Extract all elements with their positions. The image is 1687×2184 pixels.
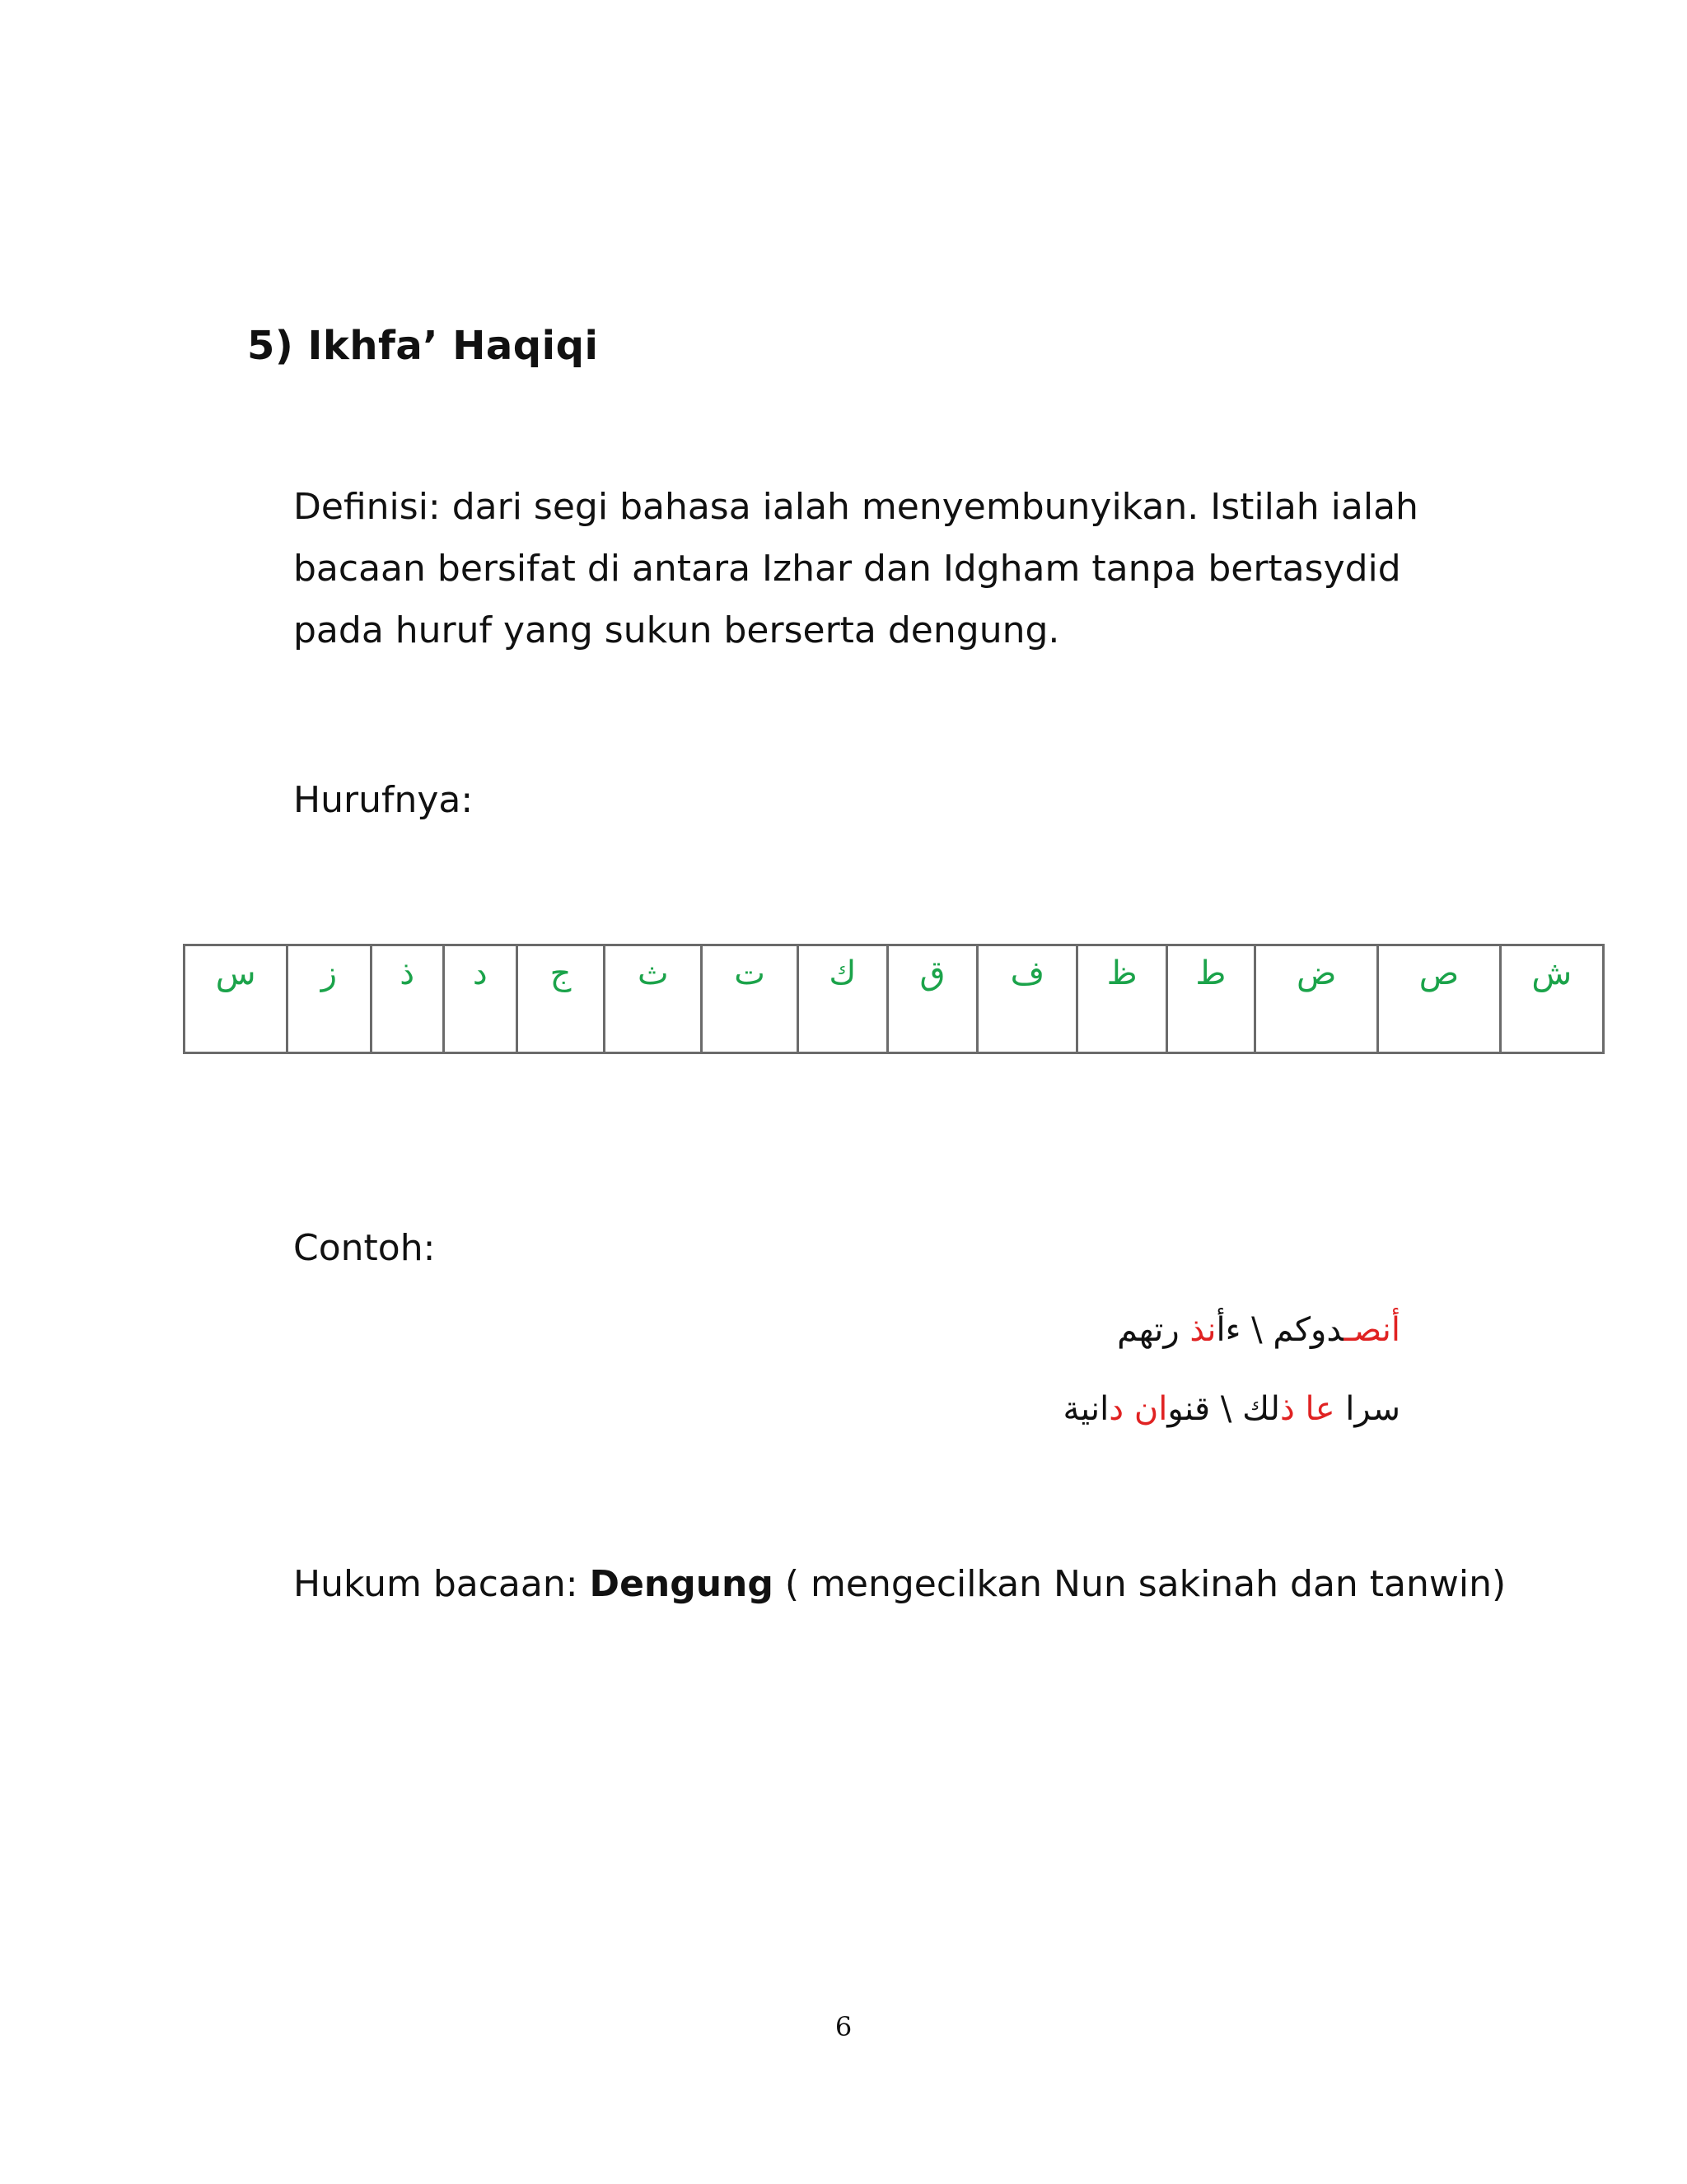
letter-cell: ذ <box>371 945 443 1053</box>
example-text <box>1124 1390 1134 1428</box>
letter-cell: د <box>443 945 516 1053</box>
section-heading: 5) Ikhfa’ Haqiqi <box>247 323 599 369</box>
example-text: سرا <box>1334 1390 1400 1428</box>
definition-paragraph <box>293 476 1446 661</box>
letter-cell: س <box>185 945 287 1053</box>
example-text: دوكم <box>1273 1311 1344 1349</box>
hukum-suffix: ( mengecilkan Nun sakinah dan tanwin) <box>773 1563 1507 1605</box>
letter-cell: ص <box>1378 945 1500 1053</box>
example-highlight: نذ <box>1189 1311 1217 1349</box>
letter-cell: ت <box>702 945 797 1053</box>
letter-cell: ج <box>516 945 604 1053</box>
letter-cell: ك <box>797 945 887 1053</box>
example-highlight: ان <box>1133 1390 1168 1428</box>
example-line-2 <box>906 1390 1400 1428</box>
example-highlight: د <box>1109 1390 1124 1428</box>
example-text: لك \ قنو <box>1167 1390 1280 1428</box>
hukum-prefix: Hukum bacaan: <box>293 1563 590 1605</box>
hukum-bacaan <box>293 1563 1506 1605</box>
contoh-label: Contoh: <box>293 1227 436 1269</box>
hukum-bold-term: Dengung <box>589 1563 773 1605</box>
definition-line-2: bacaan bersifat di antara Izhar dan Idgham tanpa bertasydid <box>293 548 1401 590</box>
letters-row <box>185 945 1604 1053</box>
example-text: ءأ <box>1216 1311 1241 1349</box>
letter-cell: ض <box>1255 945 1377 1053</box>
letter-cell: ظ <box>1077 945 1166 1053</box>
example-highlight: صـ <box>1344 1311 1382 1349</box>
letter-cell: ف <box>978 945 1077 1053</box>
letter-cell: ط <box>1166 945 1255 1053</box>
letter-cell: ق <box>887 945 977 1053</box>
letters-table <box>183 944 1605 1054</box>
example-separator: \ <box>1241 1311 1273 1349</box>
example-text <box>1295 1390 1306 1428</box>
example-text: انية <box>1063 1390 1110 1428</box>
letter-cell: ث <box>605 945 702 1053</box>
example-highlight: أن <box>1381 1311 1400 1349</box>
example-highlight: ذ <box>1279 1390 1295 1428</box>
letter-cell: ز <box>287 945 371 1053</box>
example-line-1 <box>906 1311 1400 1349</box>
definition-line-1: Definisi: dari segi bahasa ialah menyembunyikan. Istilah ialah <box>293 486 1418 528</box>
example-highlight: عا <box>1305 1390 1335 1428</box>
letter-cell: ش <box>1500 945 1603 1053</box>
example-text: رتهم <box>1117 1311 1190 1349</box>
hurufnya-label: Hurufnya: <box>293 779 474 821</box>
definition-line-3: pada huruf yang sukun berserta dengung. <box>293 609 1060 651</box>
page-number: 6 <box>834 2011 853 2042</box>
